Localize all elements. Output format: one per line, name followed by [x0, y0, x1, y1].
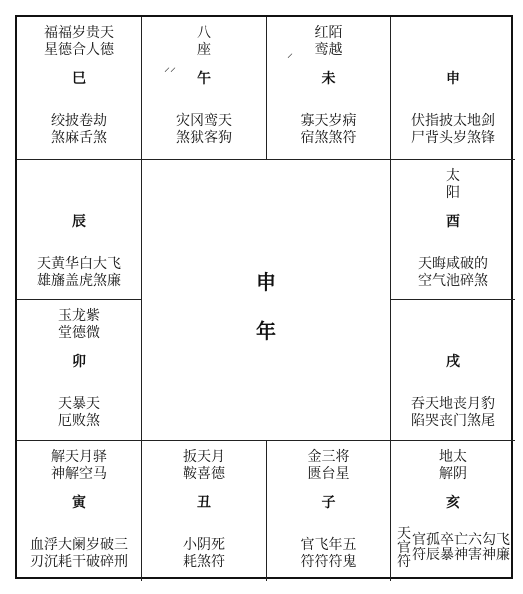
palace-zi-stars-top: 金三将 匮台星	[307, 449, 350, 482]
palace-mao	[17, 300, 142, 441]
palace-zi-stars-bottom: 官飞年五 符符符鬼	[300, 537, 357, 570]
scan-mark: ⸝⸝	[164, 60, 177, 74]
palace-hai-stars-top: 地太 解阴	[439, 449, 467, 482]
palace-hai-stars-side: 天 官 符	[397, 526, 411, 570]
palace-xu-stars-bottom: 吞天地丧月豹 陷哭丧门煞尾	[411, 396, 495, 429]
palace-shen-stars-bottom: 伏指披太地剑 尸背头岁煞锋	[411, 113, 495, 146]
palace-xu-branch: 戌	[446, 354, 460, 370]
palace-wu	[142, 17, 267, 160]
palace-xu	[391, 300, 515, 441]
palace-si	[17, 17, 142, 160]
palace-wu-branch: 午	[197, 71, 211, 87]
palace-chen	[17, 160, 142, 300]
palace-shen-branch: 申	[446, 71, 460, 87]
palace-mao-branch: 卯	[72, 354, 86, 370]
palace-you-stars-top: 太 阳	[446, 168, 460, 201]
palace-mao-stars-bottom: 天暴天 厄败煞	[58, 396, 100, 429]
palace-yin-stars-bottom: 血浮大阑岁破三 刃沉耗干破碎刑	[30, 537, 128, 570]
palace-chou-stars-bottom: 小阴死 耗煞符	[183, 537, 225, 570]
palace-hai-stars-bottom: 官孤卒亡六勾飞 符辰暴神害神廉	[412, 532, 510, 563]
palace-wei	[267, 17, 391, 160]
palace-chart	[15, 15, 513, 579]
palace-yin-stars-top: 解天月驿 神解空马	[51, 449, 107, 482]
palace-you-branch: 酉	[446, 214, 460, 230]
palace-you-stars-bottom: 天晦咸破的 空气池碎煞	[418, 256, 488, 289]
palace-wu-stars-bottom: 灾冈鸾天 煞狱客狗	[176, 113, 232, 146]
center-year-stem: 申	[256, 270, 276, 294]
palace-chou-branch: 丑	[197, 495, 211, 511]
palace-wei-branch: 未	[321, 71, 336, 87]
palace-si-stars-top: 福福岁贵天 星德合人德	[44, 25, 114, 58]
palace-shen	[391, 17, 515, 160]
center-panel	[142, 160, 391, 441]
palace-zi	[267, 441, 391, 581]
palace-yin-branch: 寅	[72, 495, 86, 511]
palace-mao-stars-top: 玉龙紫 堂德微	[58, 308, 100, 341]
palace-you	[391, 160, 515, 300]
palace-zi-branch: 子	[321, 495, 336, 511]
palace-yin	[17, 441, 142, 581]
palace-chen-branch: 辰	[72, 214, 86, 230]
palace-chou-stars-top: 扳天月 鞍喜德	[183, 449, 225, 482]
palace-hai-branch: 亥	[446, 495, 460, 511]
palace-si-branch: 巳	[72, 71, 86, 87]
palace-wei-stars-bottom: 寡天岁病 宿煞煞符	[300, 113, 357, 146]
palace-wei-stars-top: 红陌 鸾越	[314, 25, 343, 58]
palace-chen-stars-bottom: 天黄华白大飞 雄旛盖虎煞廉	[37, 256, 121, 289]
palace-wu-stars-top: 八 座	[197, 25, 211, 58]
palace-hai-stars-bottom-group	[391, 527, 515, 569]
center-year-suffix: 年	[256, 319, 276, 343]
scan-mark: ⸝	[287, 46, 294, 60]
palace-hai	[391, 441, 515, 581]
palace-si-stars-bottom: 绞披卷劫 煞麻舌煞	[51, 113, 107, 146]
palace-chou	[142, 441, 267, 581]
